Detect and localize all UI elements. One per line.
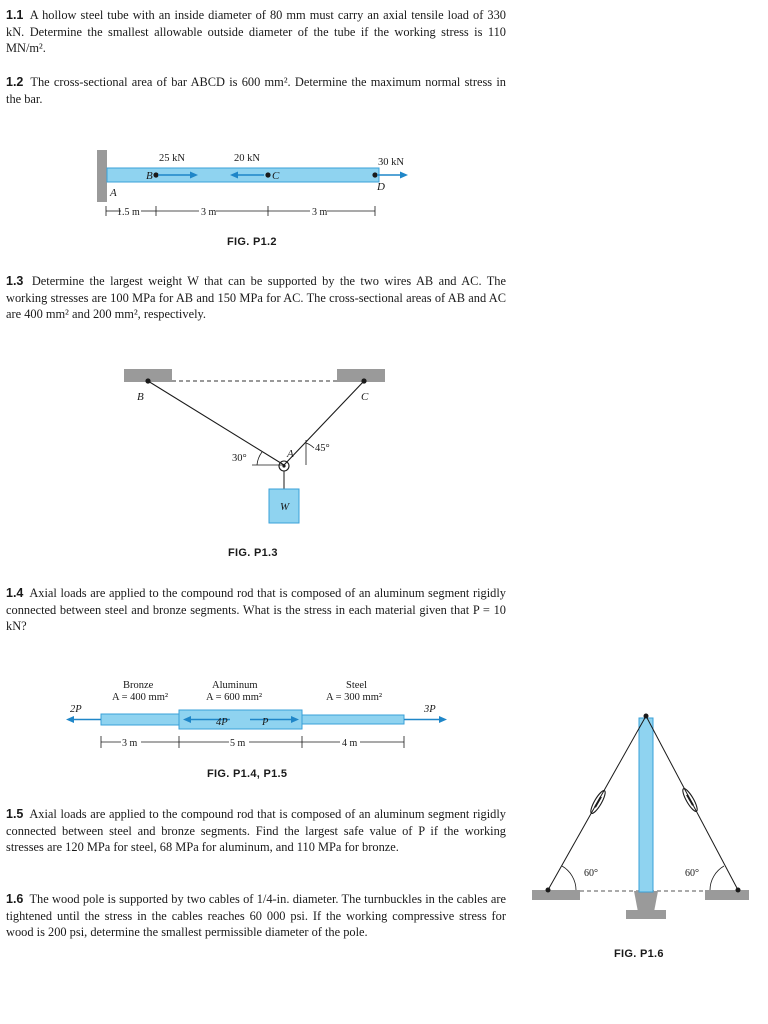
weight-label: W xyxy=(280,501,290,513)
dim-aluminum: 5 m xyxy=(230,738,246,749)
steel-name: Steel xyxy=(346,680,367,691)
label-c: C xyxy=(272,170,280,182)
anchor-pin-left xyxy=(546,888,551,893)
problem-text: Determine the largest weight W that can be supported by the two wires AB and AC. The working stresses are 100 MPa for AB and 150 MPa for AC. The cross-sectional areas of AB and AC are 400 mm² and 200 mm², respectively. xyxy=(6,274,506,321)
problem-number: 1.4 xyxy=(6,586,24,600)
problem-number: 1.6 xyxy=(6,892,24,906)
angle-left-label: 60° xyxy=(584,868,598,879)
force-d-label: 30 kN xyxy=(378,157,404,168)
force-c-label: 20 kN xyxy=(234,153,260,164)
dim-steel: 4 m xyxy=(342,738,358,749)
turnbuckle-left xyxy=(588,789,607,815)
fig-p1-2-caption: FIG. P1.2 xyxy=(227,236,277,248)
pole-top-pin xyxy=(644,714,649,719)
force-b-label: 25 kN xyxy=(159,153,185,164)
problem-number: 1.5 xyxy=(6,807,24,821)
anchor-pin-right xyxy=(736,888,741,893)
label-a: A xyxy=(287,448,294,460)
dim-ab: 1.5 m xyxy=(117,207,140,218)
angle-b-label: 30° xyxy=(232,453,247,464)
problem-text: The cross-sectional area of bar ABCD is 600 mm². Determine the maximum normal stress in the bar. xyxy=(6,75,506,106)
load-3p-label: 3P xyxy=(424,704,436,715)
problem-text: A hollow steel tube with an inside diameter of 80 mm must carry an axial tensile load of 330 kN. Determine the smallest allowable outside diameter of the tube if the working stress is 110 MN/m². xyxy=(6,8,506,55)
steel-area: A = 300 mm² xyxy=(326,692,383,703)
bronze-area: A = 400 mm² xyxy=(112,692,169,703)
problem-number: 1.3 xyxy=(6,274,24,288)
angle-arc-left xyxy=(562,866,576,890)
label-d: D xyxy=(377,181,385,193)
bronze-name: Bronze xyxy=(123,680,154,691)
aluminum-area: A = 600 mm² xyxy=(206,692,263,703)
angle-arc-right xyxy=(710,866,724,890)
load-2p-label: 2P xyxy=(70,704,82,715)
problem-text: Axial loads are applied to the compound rod that is composed of an aluminum segment rigidly connected between steel and bronze segments. What is the stress in each material given that P = 10 kN? xyxy=(6,586,506,633)
aluminum-name: Aluminum xyxy=(212,680,258,691)
fig-p1-4-caption: FIG. P1.4, P1.5 xyxy=(207,768,288,780)
problem-number: 1.2 xyxy=(6,75,24,89)
dim-cd: 3 m xyxy=(312,207,328,218)
problem-text: Axial loads are applied to the compound rod that is composed of an aluminum segment rigidly connected between steel and bronze segments. Find the largest safe value of P if the working stresses are 120 MPa for steel, 68 MPa for aluminum, and 110 MPa for bronze. xyxy=(6,807,506,854)
fig-p1-6-caption: FIG. P1.6 xyxy=(614,948,664,960)
problem-text: The wood pole is supported by two cables of 1/4-in. diameter. The turnbuckles in the cables are tightened until the stress in the cables reaches 60 000 psi. If the working compressive stress for wood is 200 psi, determine the smallest permissible diameter of the pole. xyxy=(6,892,507,939)
turnbuckle-right xyxy=(680,787,699,813)
dim-bronze: 3 m xyxy=(122,738,138,749)
load-p-label: P xyxy=(262,717,269,728)
angle-c-label: 45° xyxy=(315,443,330,454)
pole-footing xyxy=(626,910,666,919)
label-b: B xyxy=(146,170,153,182)
label-a: A xyxy=(110,187,117,199)
load-4p-label: 4P xyxy=(216,717,228,728)
pole-base xyxy=(634,891,658,912)
ground-anchor-left xyxy=(532,890,580,900)
wood-pole xyxy=(639,718,653,892)
angle-right-label: 60° xyxy=(685,868,699,879)
dim-bc: 3 m xyxy=(201,207,217,218)
ground-anchor-right xyxy=(705,890,749,900)
fig-p1-3-caption: FIG. P1.3 xyxy=(228,547,278,559)
label-b: B xyxy=(137,391,144,403)
problem-number: 1.1 xyxy=(6,8,24,22)
label-c: C xyxy=(361,391,369,403)
